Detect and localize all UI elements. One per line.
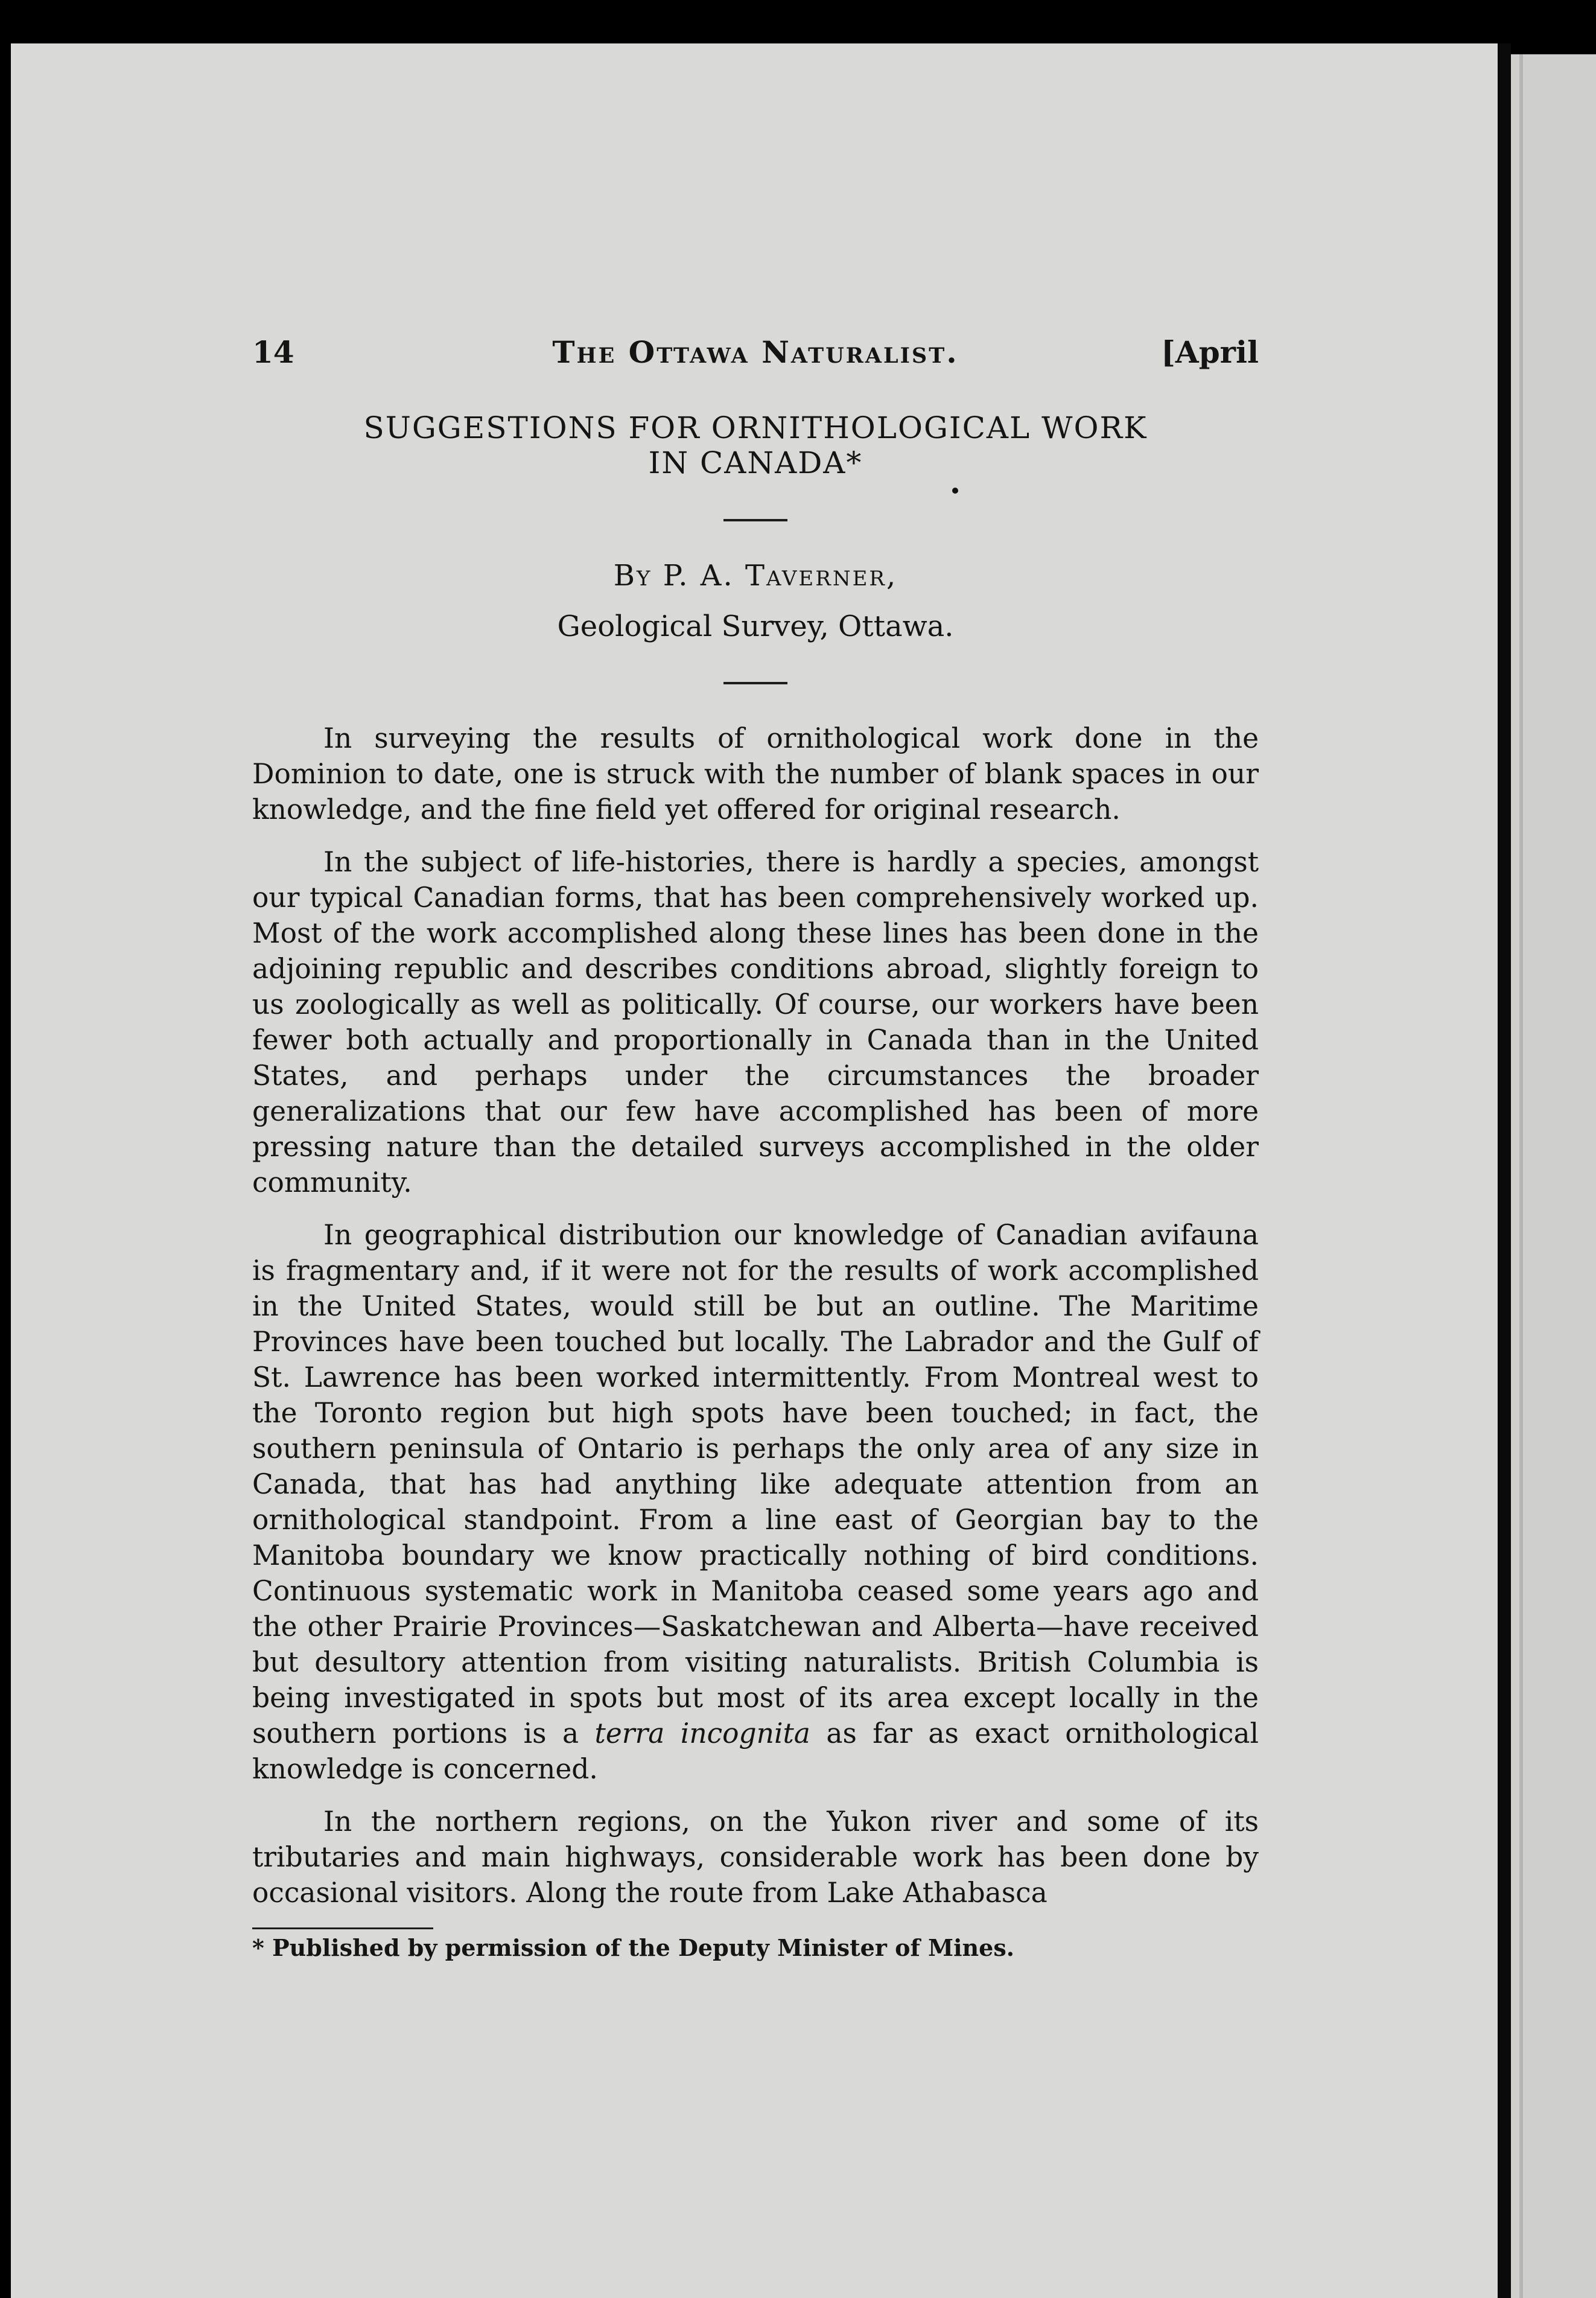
facing-page-edge bbox=[1511, 54, 1596, 2298]
book-spine-shadow bbox=[1498, 43, 1511, 2298]
issue-month: [April bbox=[1161, 334, 1259, 370]
title-divider bbox=[723, 519, 787, 521]
page-number: 14 bbox=[252, 334, 294, 370]
body-paragraph-3 bbox=[252, 1217, 1259, 1787]
page-content bbox=[252, 326, 1259, 1963]
body-paragraph-4: In the northern regions, on the Yukon river and some of its tributaries and main highways, considerable work has been done by occasional visitors. Along the route from Lake Athabasca bbox=[252, 1806, 1259, 1909]
journal-title: The Ottawa Naturalist. bbox=[552, 334, 959, 370]
article-title-line-2: IN CANADA* bbox=[648, 445, 863, 480]
paragraph-3-end: as far as exact ornithological knowledge is concerned. bbox=[252, 1717, 1259, 1785]
body-paragraph-2: In the subject of life-histories, there is hardly a species, amongst our typical Canadian forms, that has been comprehensively worked up. Most of the work accomplished along these lines has been done in the adjoining republic and describes conditions abroad, slightly foreign to us zoologically as well as politically. Of course, our workers have been fewer both actually and proportionally in Canada than in the United States, and perhaps under the circumstances the broader generalizations that our few have accomplished has been of more pressing nature than the detailed surveys accomplished in the older community. bbox=[252, 846, 1259, 1198]
running-head bbox=[252, 326, 1259, 374]
article-title-line-1: SUGGESTIONS FOR ORNITHOLOGICAL WORK bbox=[363, 410, 1148, 445]
paragraph-3-text: In geographical distribution our knowledge of Canadian avifauna is fragmentary and, if it were not for the results of work accomplished in the United States, would still be but an outline. The Maritime Provinces have been touched but locally. The Labrador and the Gulf of St. Lawrence has been worked intermittently. From Montreal west to the Toronto region but high spots have been touched; in fact, the southern peninsula of Ontario is perhaps the only area of any size in Canada, that has had anything like adequate attention from an ornithological standpoint. From a line east of Georgian bay to the Manitoba boundary we know practically nothing of bird conditions. Continuous systematic work in Manitoba ceased some years ago and the other Prairie Provinces—Saskatchewan and Alberta—have received but desultory attention from visiting naturalists. British Columbia is being investigated in spots but most of its area except locally in the southern portions is a bbox=[252, 1219, 1259, 1749]
author-byline: By P. A. Taverner, bbox=[613, 559, 898, 593]
footnote-divider bbox=[252, 1927, 433, 1929]
latin-term: terra incognita bbox=[594, 1717, 810, 1749]
footnote: * Published by permission of the Deputy Minister of Mines. bbox=[252, 1934, 1014, 1961]
facing-page-fold bbox=[1519, 54, 1523, 2298]
byline-divider bbox=[723, 682, 787, 684]
author-affiliation: Geological Survey, Ottawa. bbox=[557, 610, 954, 643]
body-paragraph-1: In surveying the results of ornithological work done in the Dominion to date, one is struck with the number of blank spaces in our knowledge, and the fine field yet offered for original research. bbox=[252, 722, 1259, 826]
article-title bbox=[252, 410, 1259, 480]
